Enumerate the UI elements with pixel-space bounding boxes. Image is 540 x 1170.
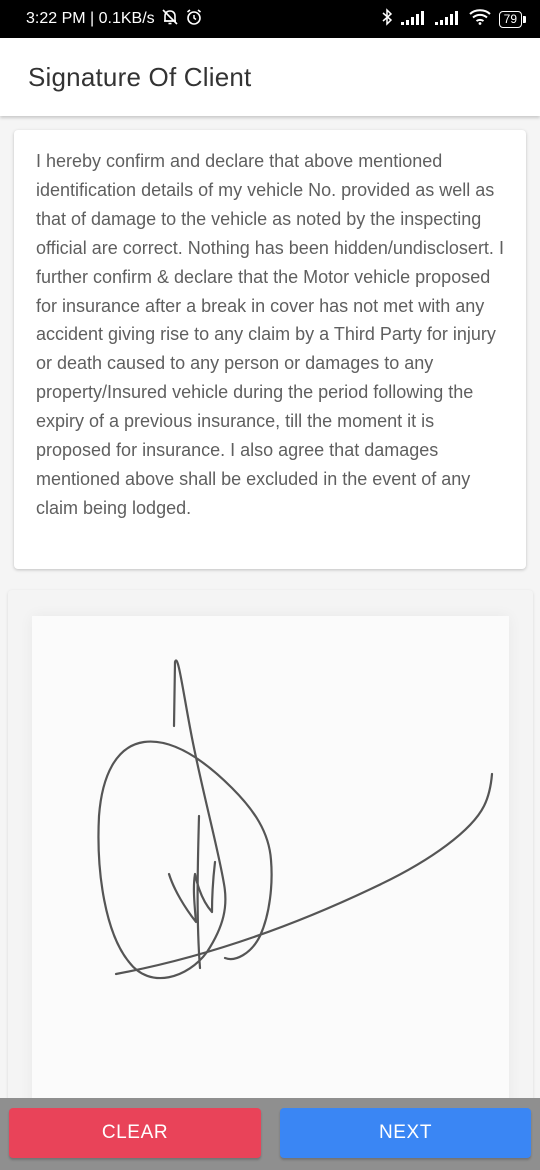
signal-icon (435, 9, 461, 30)
signature-stroke-m (169, 862, 215, 922)
wifi-icon (469, 9, 491, 30)
declaration-card (14, 130, 526, 569)
signature-stroke-loop (98, 660, 271, 978)
status-left (26, 8, 203, 31)
content-area (0, 116, 540, 1098)
next-button[interactable]: NEXT (280, 1108, 531, 1158)
signal-icon (401, 9, 427, 30)
page-title: Signature Of Client (28, 61, 252, 92)
battery-icon (499, 11, 526, 28)
status-bar (0, 0, 540, 38)
status-time: 3:22 PM | 0.1KB/s (26, 10, 155, 27)
alarm-icon (185, 8, 203, 31)
signature-pad[interactable] (32, 616, 509, 1110)
bottom-action-bar (0, 1098, 540, 1170)
signature-card (8, 590, 533, 1110)
app-bar (0, 38, 540, 116)
bluetooth-icon (381, 8, 393, 31)
bell-off-icon (161, 8, 179, 31)
signature-drawing (32, 616, 509, 1110)
signature-stroke-tail (116, 774, 492, 974)
status-right (381, 8, 526, 31)
clear-button[interactable]: CLEAR (9, 1108, 261, 1158)
declaration-text: I hereby confirm and declare that above mentioned identification details of my vehicle No. provided as well as that of damage to the vehicle as noted by the inspecting official are correct. Nothing has been hidden/undisclosert. I further confirm & declare that the Motor vehicle proposed for insurance after a break in cover has not met with any accident giving rise to any claim by a Third Party for injury or death caused to any person or damages to any property/Insured vehicle during the period following the expiry of a previous insurance, till the moment it is proposed for insurance. I also agree that damages mentioned above shall be excluded in the event of any claim being lodged. (36, 151, 504, 518)
battery-level: 79 (499, 11, 522, 28)
